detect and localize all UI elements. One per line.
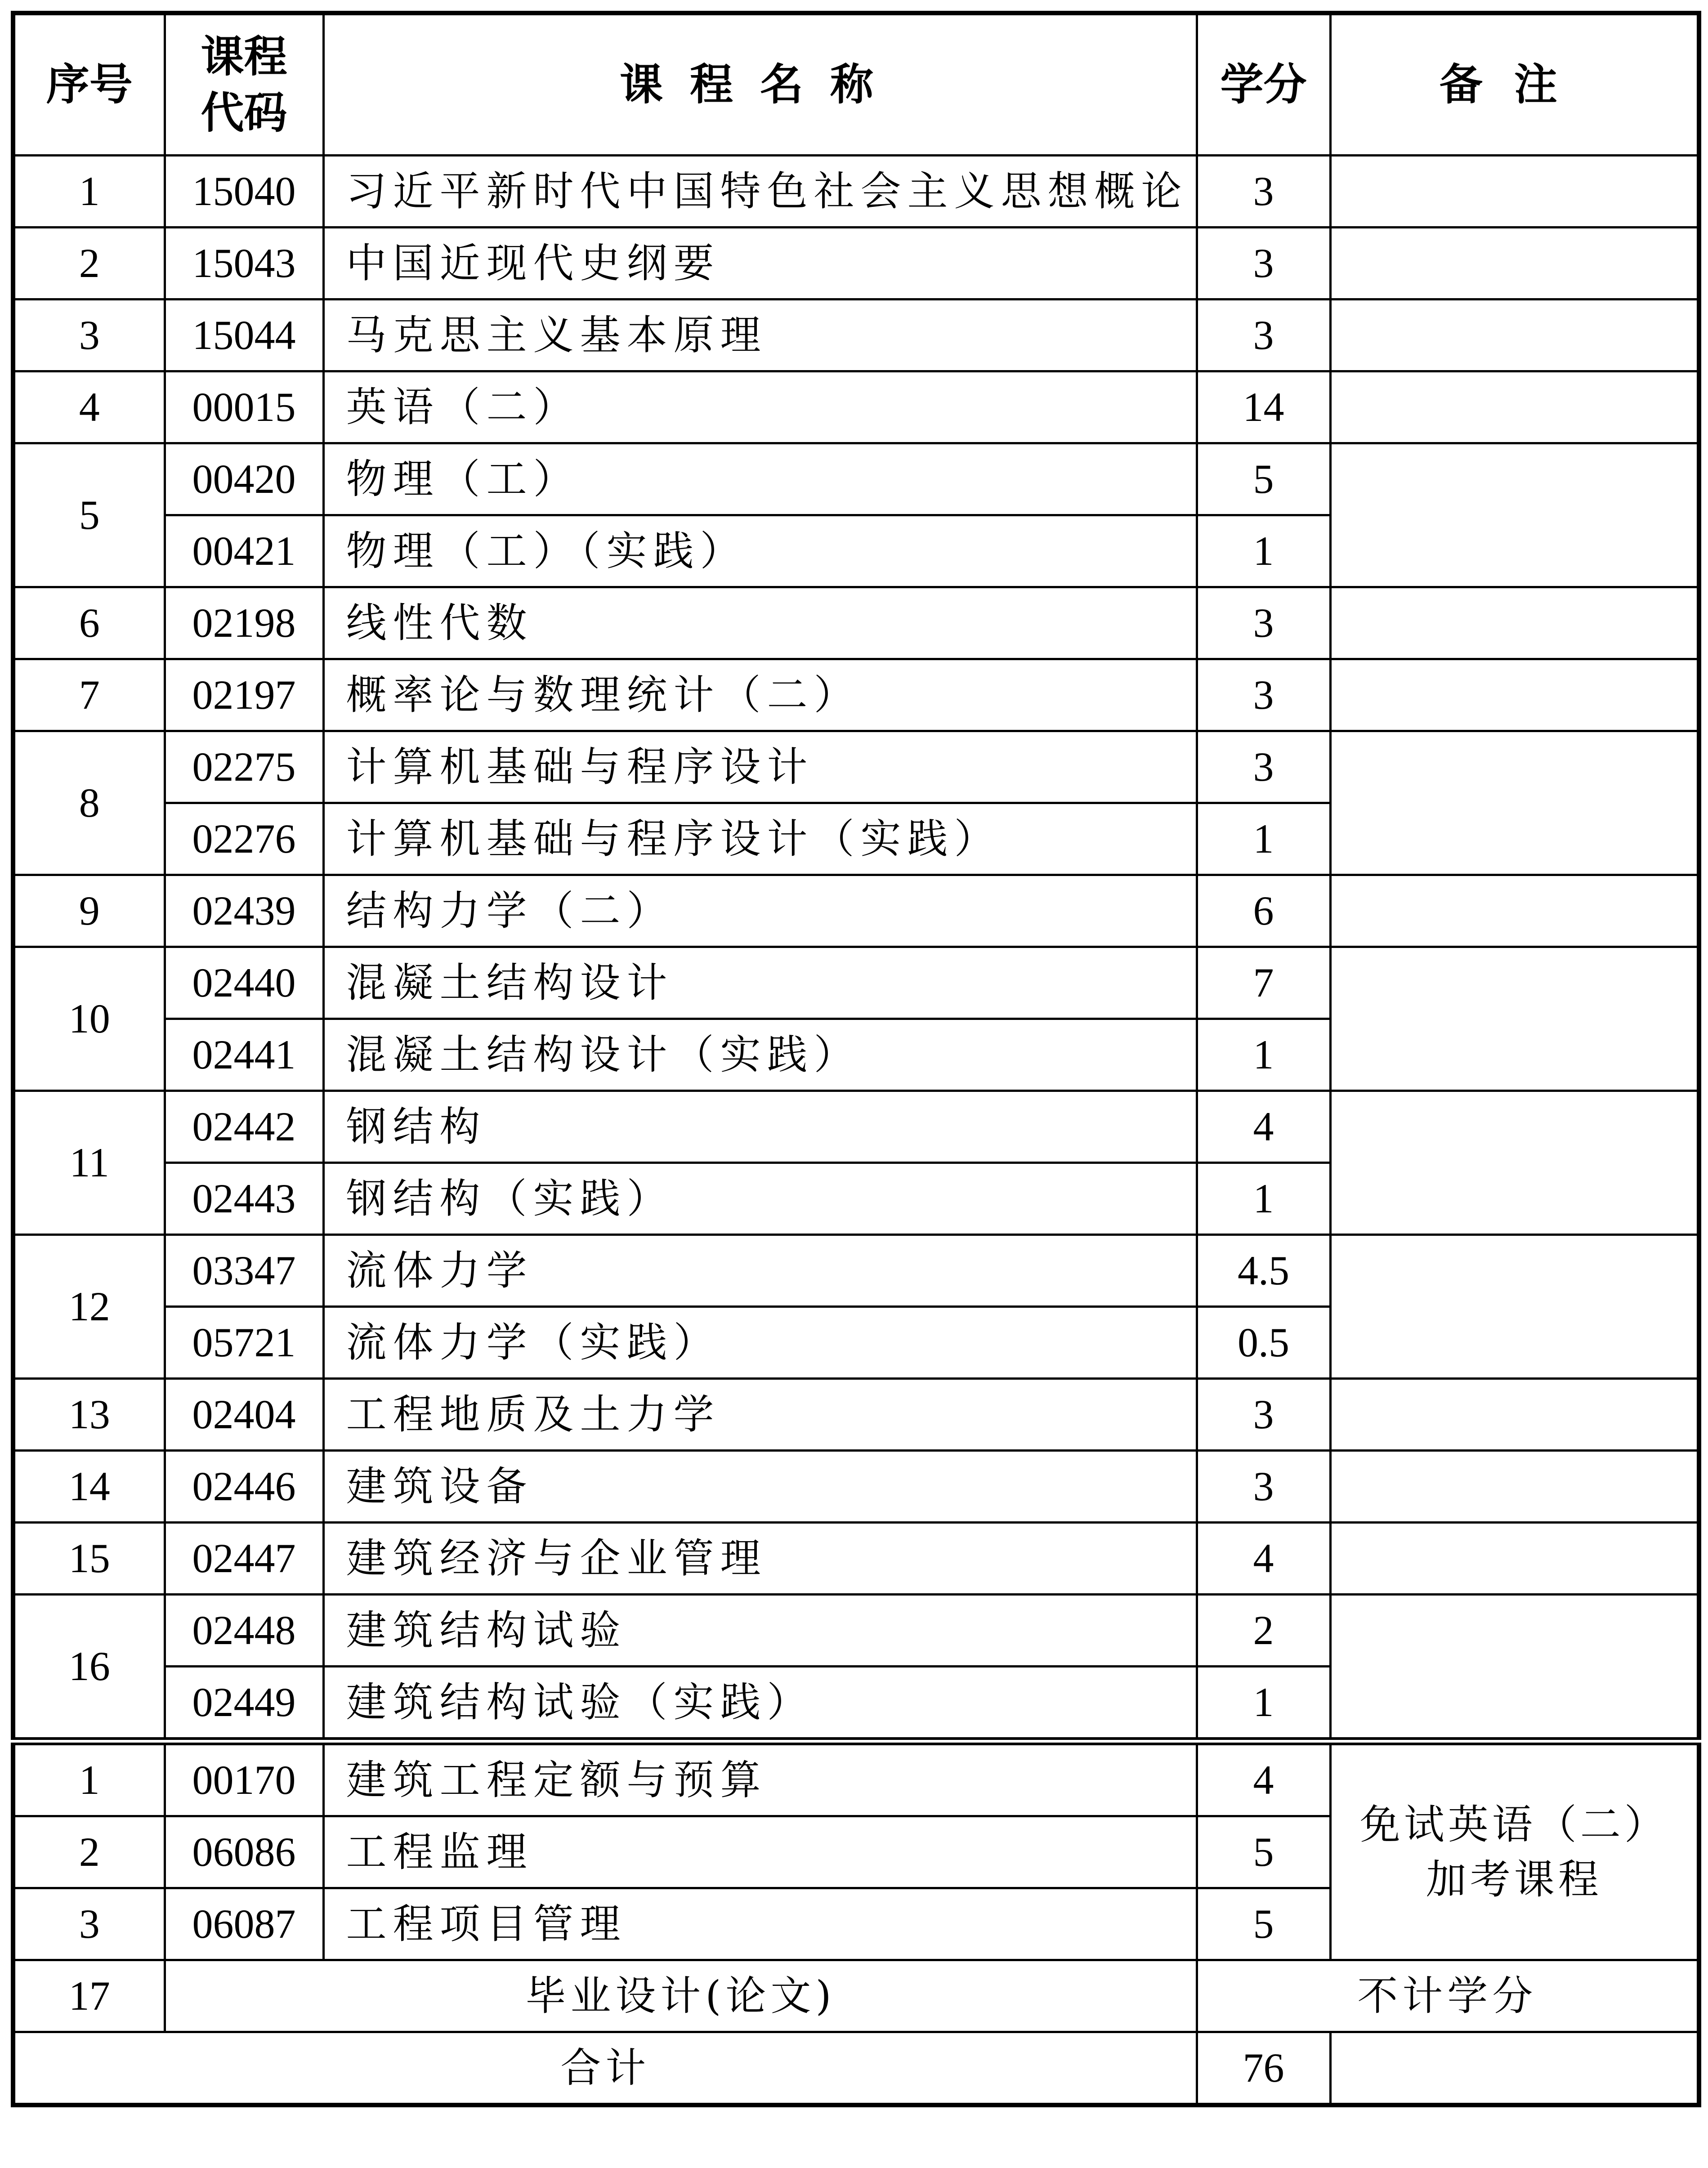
cell-code: 06087 [165,1888,323,1960]
cell-seq: 17 [13,1960,165,2032]
cell-seq: 3 [13,299,165,371]
cell-name: 建筑经济与企业管理 [323,1523,1197,1595]
thesis-row [13,1960,1699,2032]
cell-seq: 2 [13,228,165,299]
total-label: 合计 [13,2032,1197,2105]
cell-seq: 3 [13,1888,165,1960]
cell-code: 15040 [165,156,323,228]
table-row [13,587,1699,659]
cell-credit: 1 [1197,1163,1330,1235]
extra-remark-line2: 加考课程 [1426,1855,1602,1903]
thesis-name: 毕业设计(论文) [165,1960,1197,2032]
cell-credit: 5 [1197,1888,1330,1960]
cell-name: 马克思主义基本原理 [323,299,1197,371]
cell-credit: 1 [1197,1667,1330,1742]
cell-credit: 3 [1197,1451,1330,1523]
table-row [13,1379,1699,1451]
thesis-note: 不计学分 [1197,1960,1699,2032]
cell-name: 概率论与数理统计（二） [323,659,1197,731]
cell-name: 结构力学（二） [323,875,1197,947]
cell-seq: 2 [13,1816,165,1888]
cell-remark [1330,156,1699,228]
cell-code: 02198 [165,587,323,659]
cell-remark [1330,1379,1699,1451]
cell-seq: 10 [13,947,165,1091]
header-code-line2: 代码 [201,87,287,138]
table-row [13,875,1699,947]
cell-seq: 12 [13,1235,165,1379]
table-row [13,299,1699,371]
cell-credit: 5 [1197,443,1330,515]
cell-credit: 3 [1197,228,1330,299]
curriculum-table [11,11,1701,2107]
table-row [13,659,1699,731]
cell-code: 06086 [165,1816,323,1888]
cell-code: 02440 [165,947,323,1019]
extra-courses-remark [1330,1741,1699,1960]
cell-seq: 4 [13,371,165,443]
cell-seq: 6 [13,587,165,659]
cell-code: 02442 [165,1091,323,1163]
cell-seq: 13 [13,1379,165,1451]
cell-code: 00170 [165,1741,323,1816]
table-row [13,1595,1699,1667]
header-remark: 备注 [1330,13,1699,156]
cell-remark [1330,299,1699,371]
extra-course-row [13,1741,1699,1816]
cell-remark [1330,587,1699,659]
cell-code: 02443 [165,1163,323,1235]
cell-credit: 3 [1197,659,1330,731]
cell-credit: 3 [1197,156,1330,228]
cell-name: 建筑设备 [323,1451,1197,1523]
cell-credit: 3 [1197,299,1330,371]
cell-name: 流体力学（实践） [323,1307,1197,1379]
cell-code: 15044 [165,299,323,371]
cell-credit: 4 [1197,1091,1330,1163]
cell-credit: 3 [1197,1379,1330,1451]
cell-seq: 14 [13,1451,165,1523]
cell-name: 钢结构（实践） [323,1163,1197,1235]
cell-name: 计算机基础与程序设计 [323,731,1197,803]
cell-seq: 5 [13,443,165,587]
cell-remark [1330,443,1699,587]
total-row [13,2032,1699,2105]
table-row [13,1451,1699,1523]
cell-name: 混凝土结构设计（实践） [323,1019,1197,1091]
cell-credit: 14 [1197,371,1330,443]
cell-seq: 1 [13,1741,165,1816]
extra-remark-line1: 免试英语（二） [1359,1801,1668,1848]
cell-seq: 1 [13,156,165,228]
cell-name: 工程地质及土力学 [323,1379,1197,1451]
cell-code: 00015 [165,371,323,443]
cell-remark [1330,659,1699,731]
cell-code: 02441 [165,1019,323,1091]
cell-name: 钢结构 [323,1091,1197,1163]
cell-seq: 11 [13,1091,165,1235]
table-row [13,1235,1699,1307]
cell-name: 建筑结构试验 [323,1595,1197,1667]
cell-code: 02448 [165,1595,323,1667]
cell-name: 建筑工程定额与预算 [323,1741,1197,1816]
header-row [13,13,1699,156]
cell-code: 05721 [165,1307,323,1379]
header-name: 课程名称 [323,13,1197,156]
cell-seq: 8 [13,731,165,875]
cell-code: 00421 [165,515,323,587]
cell-credit: 1 [1197,515,1330,587]
table-row [13,1091,1699,1163]
header-credit: 学分 [1197,13,1330,156]
cell-seq: 9 [13,875,165,947]
cell-credit: 3 [1197,587,1330,659]
cell-remark [1330,1091,1699,1235]
table-row [13,156,1699,228]
cell-credit: 2 [1197,1595,1330,1667]
cell-code: 02404 [165,1379,323,1451]
total-credit: 76 [1197,2032,1330,2105]
cell-code: 02275 [165,731,323,803]
cell-remark [1330,228,1699,299]
table-row [13,1523,1699,1595]
cell-code: 15043 [165,228,323,299]
cell-credit: 5 [1197,1816,1330,1888]
total-remark [1330,2032,1699,2105]
cell-credit: 6 [1197,875,1330,947]
cell-seq: 7 [13,659,165,731]
cell-credit: 4.5 [1197,1235,1330,1307]
cell-code: 02449 [165,1667,323,1742]
cell-remark [1330,1523,1699,1595]
cell-remark [1330,947,1699,1091]
cell-credit: 3 [1197,731,1330,803]
cell-remark [1330,1451,1699,1523]
cell-credit: 7 [1197,947,1330,1019]
cell-credit: 4 [1197,1523,1330,1595]
cell-name: 物理（工）（实践） [323,515,1197,587]
cell-remark [1330,875,1699,947]
cell-remark [1330,371,1699,443]
header-seq: 序号 [13,13,165,156]
cell-name: 流体力学 [323,1235,1197,1307]
cell-remark [1330,731,1699,875]
cell-credit: 0.5 [1197,1307,1330,1379]
table-row [13,228,1699,299]
cell-credit: 1 [1197,1019,1330,1091]
cell-name: 计算机基础与程序设计（实践） [323,803,1197,875]
table-row [13,947,1699,1019]
table-row [13,731,1699,803]
cell-name: 中国近现代史纲要 [323,228,1197,299]
cell-remark [1330,1595,1699,1742]
cell-name: 线性代数 [323,587,1197,659]
cell-code: 02276 [165,803,323,875]
table-row [13,443,1699,515]
cell-code: 02439 [165,875,323,947]
cell-name: 工程项目管理 [323,1888,1197,1960]
cell-code: 03347 [165,1235,323,1307]
header-code [165,13,323,156]
cell-code: 00420 [165,443,323,515]
cell-name: 建筑结构试验（实践） [323,1667,1197,1742]
cell-remark [1330,1235,1699,1379]
header-code-line1: 课程 [201,31,287,82]
cell-code: 02446 [165,1451,323,1523]
cell-name: 物理（工） [323,443,1197,515]
cell-name: 英语（二） [323,371,1197,443]
cell-credit: 1 [1197,803,1330,875]
cell-seq: 15 [13,1523,165,1595]
cell-name: 工程监理 [323,1816,1197,1888]
cell-code: 02447 [165,1523,323,1595]
cell-code: 02197 [165,659,323,731]
cell-name: 混凝土结构设计 [323,947,1197,1019]
cell-credit: 4 [1197,1741,1330,1816]
table-row [13,371,1699,443]
cell-name: 习近平新时代中国特色社会主义思想概论 [323,156,1197,228]
cell-seq: 16 [13,1595,165,1742]
